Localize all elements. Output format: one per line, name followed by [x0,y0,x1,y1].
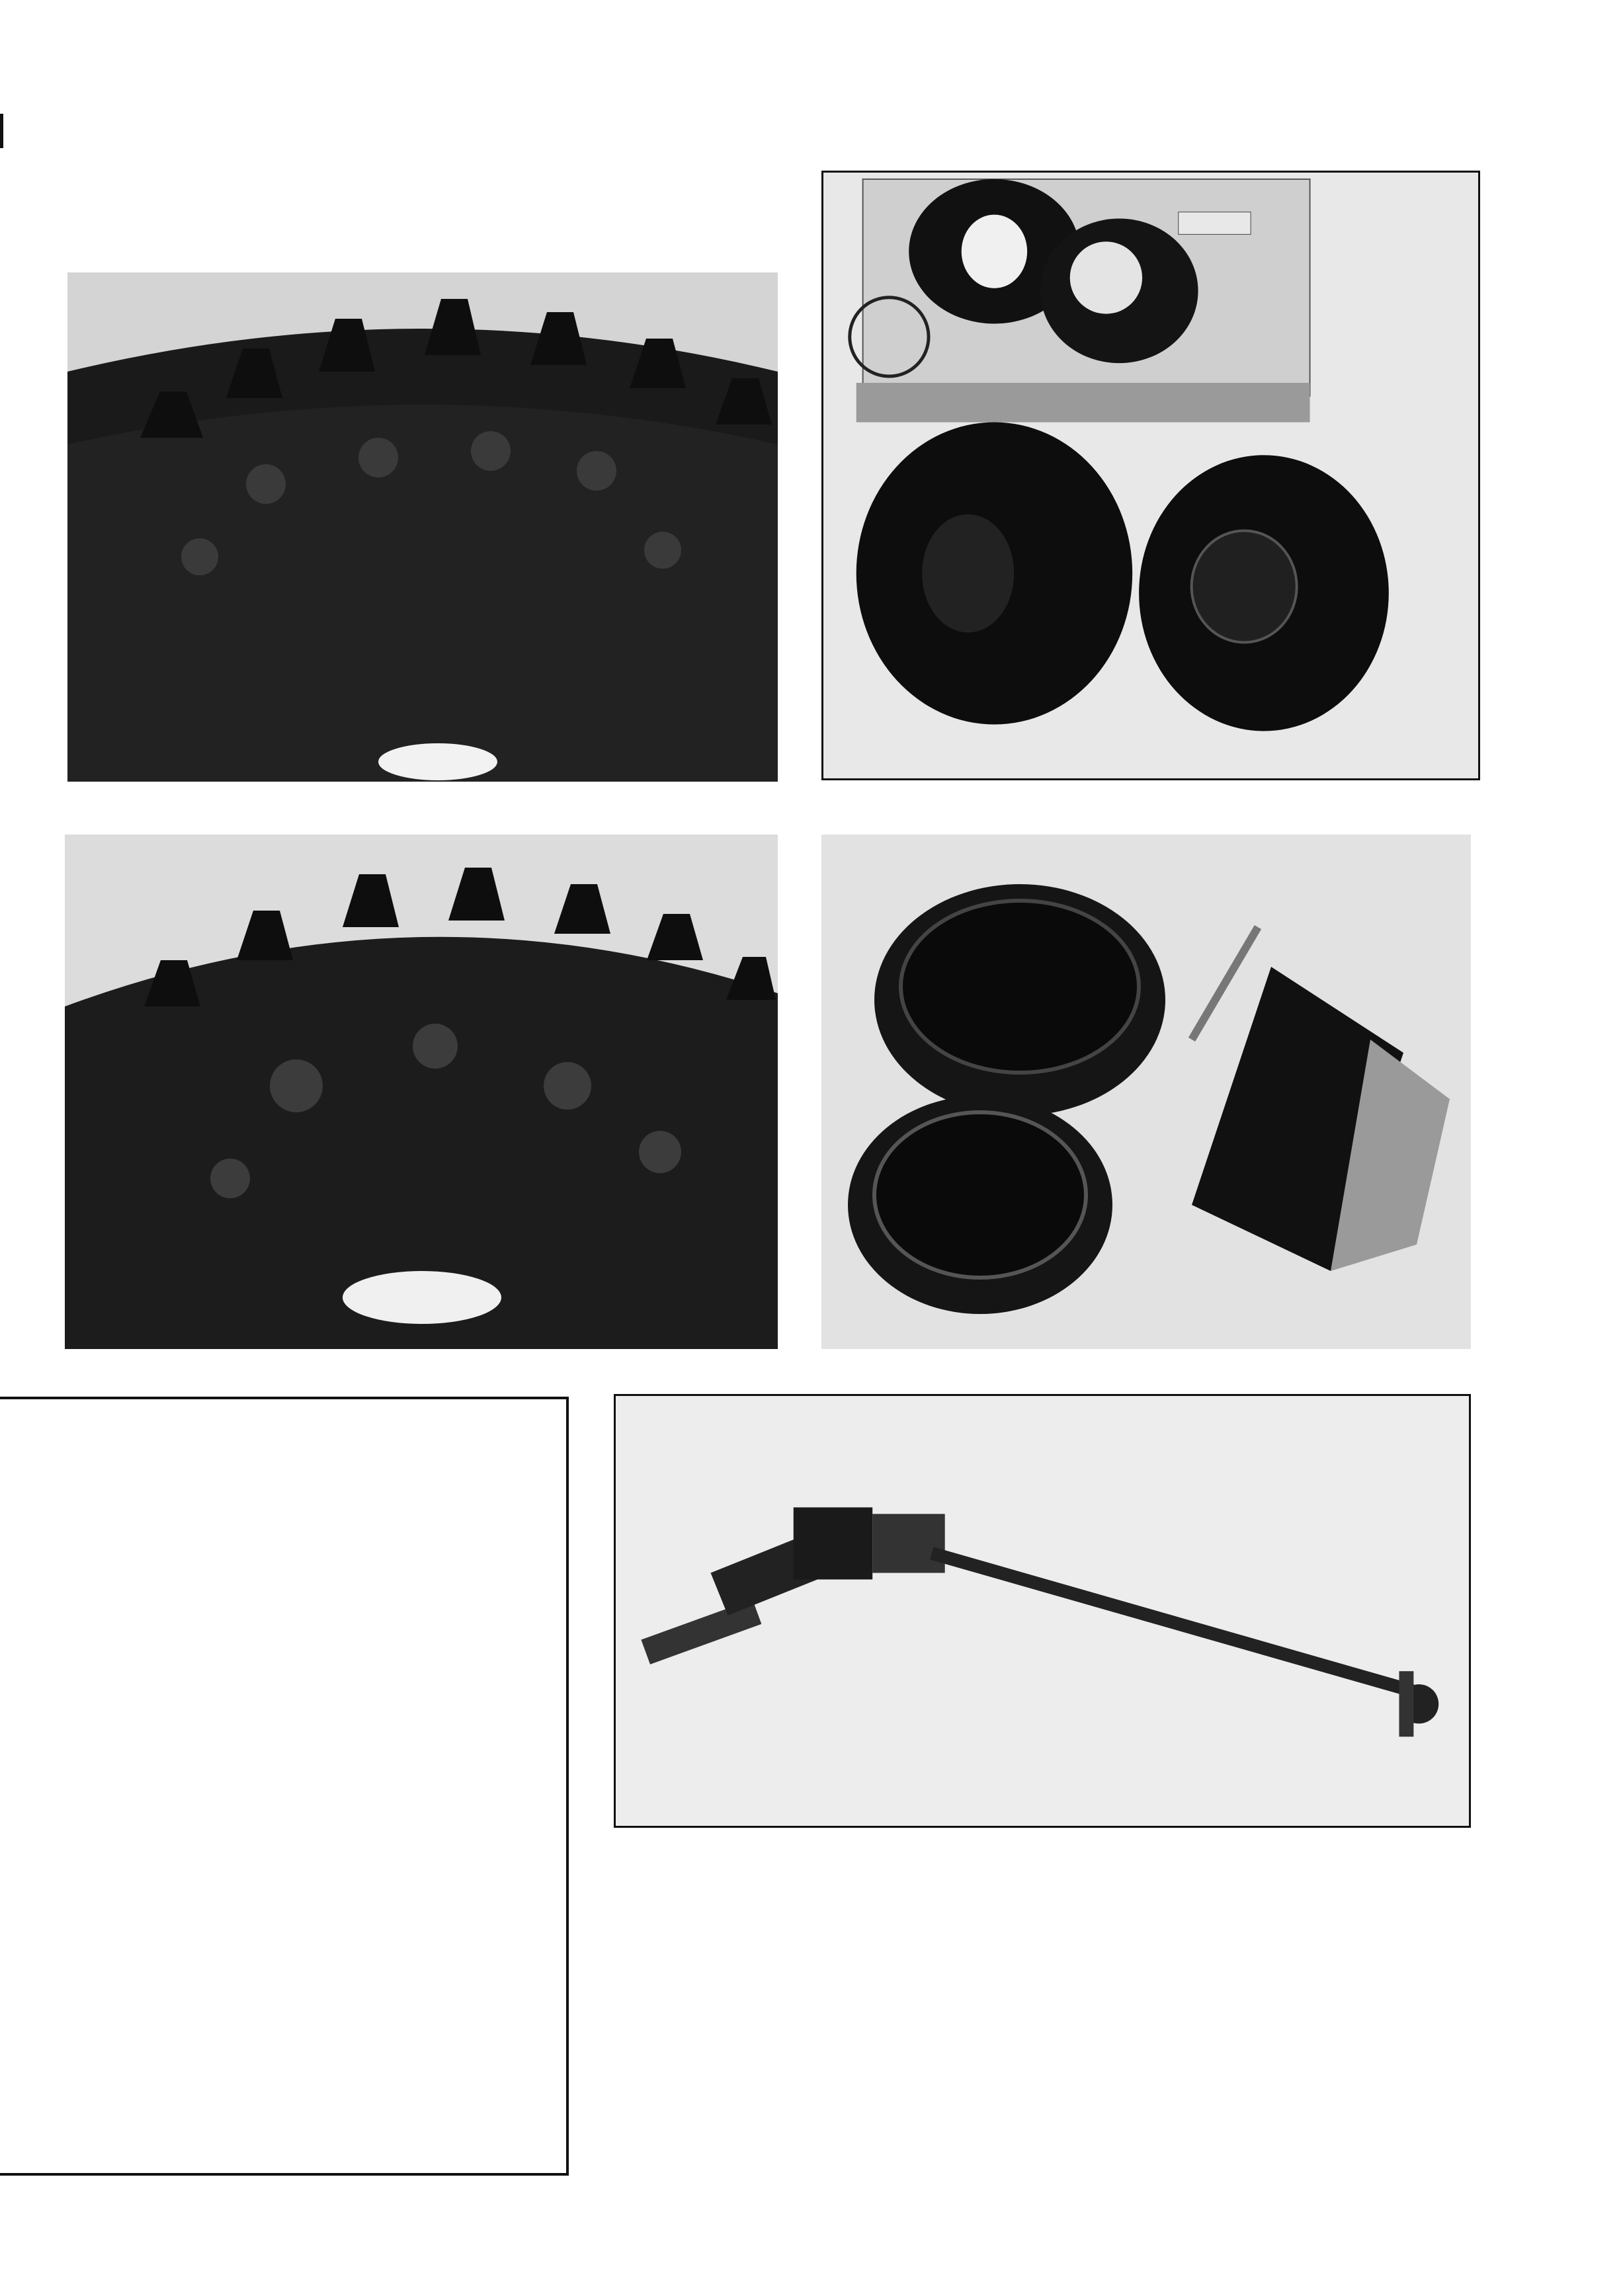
article-text-frame [0,1397,569,2176]
photo-sg-tyre-box [821,171,1480,780]
photo-driveshaft [614,1394,1471,1828]
photo-knobby-tyre-top [67,272,778,782]
left-edge-mark [0,114,3,148]
photo-gluing-cone [821,835,1471,1349]
photo-knobby-tyre-bottom [65,835,778,1349]
